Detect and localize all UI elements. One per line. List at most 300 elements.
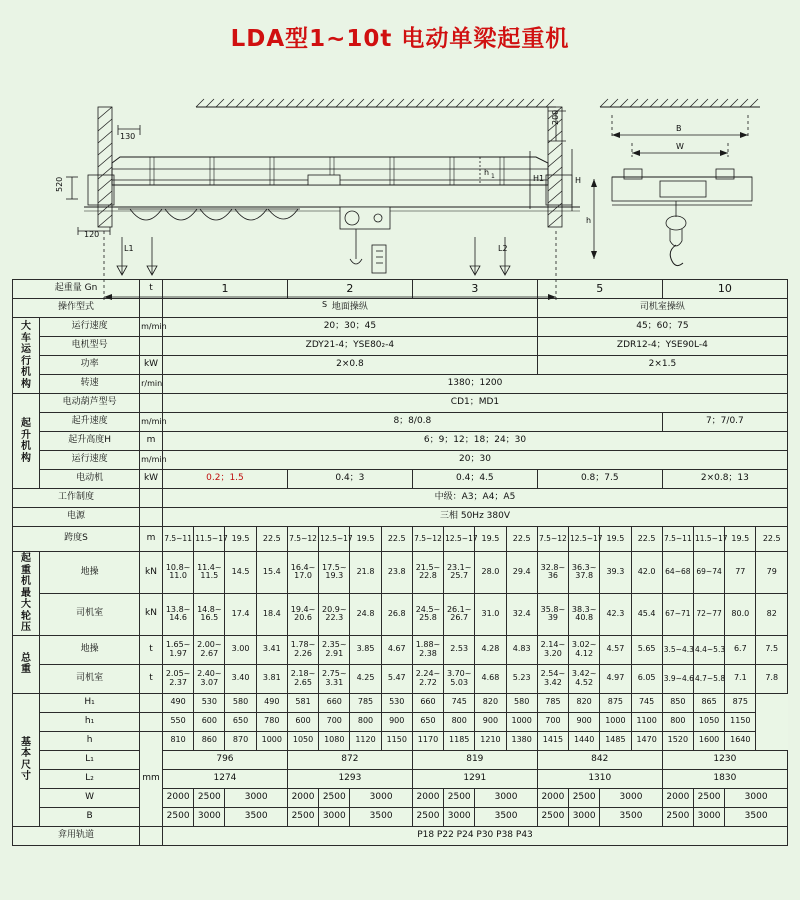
row-label-trolley-speed: 运行速度 (40, 451, 140, 470)
L1-1: 872 (287, 750, 412, 769)
H1-12: 785 (537, 693, 568, 712)
row-label-L2: L₂ (40, 769, 140, 788)
group-label-dims: 基 本 尺 寸 (13, 693, 40, 826)
h1-16: 800 (662, 712, 693, 731)
wl-g-2c: 21.8 (350, 552, 381, 594)
row-label-weight-ground: 地操 (40, 635, 140, 664)
B-0: 2500 (162, 807, 193, 826)
unit-hoist-motor: kW (140, 470, 163, 489)
h1-0: 550 (162, 712, 193, 731)
unit-blank-4 (140, 489, 163, 508)
unit-dims: mm (140, 731, 163, 826)
h-4: 1050 (287, 731, 318, 750)
H1-15: 745 (631, 693, 662, 712)
wl-c-5c: 42.3 (600, 593, 631, 635)
hoist-motor-2: 0.4；3 (287, 470, 412, 489)
L2-1: 1293 (287, 769, 412, 788)
W-11: 3000 (600, 788, 662, 807)
row-label-L1: L₁ (40, 750, 140, 769)
L2-3: 1310 (537, 769, 662, 788)
table-row-travel-speed (13, 318, 788, 337)
B-3: 2500 (287, 807, 318, 826)
h1-12: 700 (537, 712, 568, 731)
W-7: 2500 (444, 788, 475, 807)
h1-18: 1150 (725, 712, 756, 731)
capacity-10: 10 (662, 280, 787, 299)
wl-c-5d: 45.4 (631, 593, 662, 635)
travel-speed-ground: 20；30；45 (162, 318, 537, 337)
group-label-wheelload: 起 重 机 最 大 轮 压 (13, 552, 40, 636)
unit-speed: r/min (140, 375, 163, 394)
wl-g-5b: 36.3~ 37.8 (569, 552, 600, 594)
hoist-motor-10: 2×0.8；13 (662, 470, 787, 489)
span-10-c: 19.5 (725, 527, 756, 552)
h-7: 1150 (381, 731, 412, 750)
wl-g-3b: 23.1~ 25.7 (444, 552, 475, 594)
unit-travel-speed: m/min (140, 318, 163, 337)
B-13: 3000 (693, 807, 724, 826)
L1-3: 842 (537, 750, 662, 769)
H1-3: 490 (256, 693, 287, 712)
span-10-d: 22.5 (756, 527, 788, 552)
wl-c-5b: 38.3~ 40.8 (569, 593, 600, 635)
B-10: 3000 (569, 807, 600, 826)
B-7: 3000 (444, 807, 475, 826)
wt-g-5a: 2.14~ 3.20 (537, 635, 568, 664)
wl-g-1a: 10.8~ 11.0 (162, 552, 193, 594)
span-1-c: 19.5 (225, 527, 256, 552)
row-label-capacity: 起重量 Gn (13, 280, 140, 299)
row-label-hoist-speed: 起升速度 (40, 413, 140, 432)
control-type-cabin: 司机室操纵 (537, 299, 787, 318)
row-label-h1: h₁ (40, 712, 140, 731)
wt-c-2d: 5.47 (381, 664, 412, 693)
table-row-power-supply (13, 508, 788, 527)
span-2-a: 7.5~12 (287, 527, 318, 552)
wt-g-1d: 3.41 (256, 635, 287, 664)
speed-value: 1380；1200 (162, 375, 787, 394)
wt-c-2a: 2.18~ 2.65 (287, 664, 318, 693)
H1-10: 820 (475, 693, 506, 712)
span-1-a: 7.5~11 (162, 527, 193, 552)
wl-g-1c: 14.5 (225, 552, 256, 594)
wt-c-1c: 3.40 (225, 664, 256, 693)
L1-0: 796 (162, 750, 287, 769)
dim-label-h: h (586, 216, 592, 225)
h1-7: 900 (381, 712, 412, 731)
wt-g-5d: 5.65 (631, 635, 662, 664)
table-row-weight-ground (13, 635, 788, 664)
wt-c-2b: 2.75~ 3.31 (319, 664, 350, 693)
dim-label-B: B (676, 124, 682, 133)
wt-c-5c: 4.97 (600, 664, 631, 693)
H1-7: 530 (381, 693, 412, 712)
B-2: 3500 (225, 807, 287, 826)
table-row-power (13, 356, 788, 375)
row-label-speed: 转速 (40, 375, 140, 394)
span-3-b: 12.5~17 (444, 527, 475, 552)
wl-c-2c: 24.8 (350, 593, 381, 635)
h1-13: 900 (569, 712, 600, 731)
H1-9: 745 (444, 693, 475, 712)
table-row-trolley-speed (13, 451, 788, 470)
B-9: 2500 (537, 807, 568, 826)
W-2: 3000 (225, 788, 287, 807)
h1-6: 800 (350, 712, 381, 731)
row-label-wheelload-ground: 地操 (40, 552, 140, 594)
wt-g-1c: 3.00 (225, 635, 256, 664)
table-row-B (13, 807, 788, 826)
wl-g-2a: 16.4~ 17.0 (287, 552, 318, 594)
span-3-a: 7.5~12 (412, 527, 443, 552)
wt-c-3c: 4.68 (475, 664, 506, 693)
wt-g-10d: 7.5 (756, 635, 788, 664)
wt-g-1b: 2.00~ 2.67 (194, 635, 225, 664)
h-16: 1520 (662, 731, 693, 750)
travel-speed-cabin: 45；60；75 (537, 318, 787, 337)
wt-g-3d: 4.83 (506, 635, 537, 664)
span-5-b: 12.5~17 (569, 527, 600, 552)
table-row-L1 (13, 750, 788, 769)
row-label-span: 跨度S (13, 527, 140, 552)
dim-label-520: 520 (55, 176, 64, 192)
wl-c-5a: 35.8~ 39 (537, 593, 568, 635)
group-label-travel: 大 车 运 行 机 构 (13, 318, 40, 394)
unit-span: m (140, 527, 163, 552)
dim-label-h1: h (484, 168, 490, 177)
wt-g-1a: 1.65~ 1.97 (162, 635, 193, 664)
L2-0: 1274 (162, 769, 287, 788)
h-17: 1600 (693, 731, 724, 750)
unit-blank-6 (140, 693, 163, 712)
table-row-W (13, 788, 788, 807)
W-8: 3000 (475, 788, 537, 807)
wl-g-2b: 17.5~ 19.3 (319, 552, 350, 594)
wt-c-3d: 5.23 (506, 664, 537, 693)
wl-g-10a: 64~68 (662, 552, 693, 594)
capacity-5: 5 (537, 280, 662, 299)
B-11: 3500 (600, 807, 662, 826)
L1-2: 819 (412, 750, 537, 769)
H1-2: 580 (225, 693, 256, 712)
span-1-d: 22.5 (256, 527, 287, 552)
row-label-B: B (40, 807, 140, 826)
W-3: 2000 (287, 788, 318, 807)
W-13: 2500 (693, 788, 724, 807)
L2-4: 1830 (662, 769, 787, 788)
group-label-weight: 总 重 (13, 635, 40, 693)
table-row-hoist-model (13, 394, 788, 413)
wl-c-10b: 72~77 (693, 593, 724, 635)
table-row-h1 (13, 712, 788, 731)
dim-label-L1: L1 (124, 244, 134, 253)
span-1-b: 11.5~17 (194, 527, 225, 552)
W-6: 2000 (412, 788, 443, 807)
unit-weight-ground: t (140, 635, 163, 664)
h-12: 1415 (537, 731, 568, 750)
dim-label-H1: H1 (533, 174, 545, 183)
wl-c-10a: 67~71 (662, 593, 693, 635)
wl-c-3b: 26.1~ 26.7 (444, 593, 475, 635)
unit-capacity: t (140, 280, 163, 299)
wl-g-1b: 11.4~ 11.5 (194, 552, 225, 594)
table-row-h (13, 731, 788, 750)
capacity-1: 1 (162, 280, 287, 299)
unit-blank-1 (140, 299, 163, 318)
wl-g-2d: 23.8 (381, 552, 412, 594)
hoist-motor-3: 0.4；4.5 (412, 470, 537, 489)
wl-c-1b: 14.8~ 16.5 (194, 593, 225, 635)
wt-g-3c: 4.28 (475, 635, 506, 664)
wt-g-2a: 1.78~ 2.26 (287, 635, 318, 664)
wt-g-2b: 2.35~ 2.91 (319, 635, 350, 664)
wt-g-3b: 2.53 (444, 635, 475, 664)
wl-g-1d: 15.4 (256, 552, 287, 594)
H1-18: 875 (725, 693, 756, 712)
H1-4: 581 (287, 693, 318, 712)
wt-c-5d: 6.05 (631, 664, 662, 693)
B-1: 3000 (194, 807, 225, 826)
h1-1: 600 (194, 712, 225, 731)
span-5-a: 7.5~12 (537, 527, 568, 552)
wt-g-10c: 6.7 (725, 635, 756, 664)
H1-17: 865 (693, 693, 724, 712)
h1-14: 1000 (600, 712, 631, 731)
wl-c-3d: 32.4 (506, 593, 537, 635)
h-1: 860 (194, 731, 225, 750)
wt-g-2d: 4.67 (381, 635, 412, 664)
unit-hoist-speed: m/min (140, 413, 163, 432)
span-2-d: 22.5 (381, 527, 412, 552)
wl-g-10c: 77 (725, 552, 756, 594)
H1-8: 660 (412, 693, 443, 712)
h1-5: 700 (319, 712, 350, 731)
row-label-travel-speed: 运行速度 (40, 318, 140, 337)
wt-g-2c: 3.85 (350, 635, 381, 664)
dim-label-200: 200 (551, 109, 560, 125)
svg-text:1: 1 (491, 173, 495, 180)
B-6: 2500 (412, 807, 443, 826)
h-0: 810 (162, 731, 193, 750)
dim-label-W: W (676, 142, 684, 151)
H1-0: 490 (162, 693, 193, 712)
B-8: 3500 (475, 807, 537, 826)
wt-c-5a: 2.54~ 3.42 (537, 664, 568, 693)
hoist-model-value: CD1；MD1 (162, 394, 787, 413)
W-0: 2000 (162, 788, 193, 807)
h-2: 870 (225, 731, 256, 750)
specification-table (12, 279, 788, 846)
wl-g-10b: 69~74 (693, 552, 724, 594)
span-2-b: 12.5~17 (319, 527, 350, 552)
dim-label-H: H (575, 176, 582, 185)
h1-3: 780 (256, 712, 287, 731)
dim-label-L2: L2 (498, 244, 508, 253)
wl-g-5d: 42.0 (631, 552, 662, 594)
unit-power: kW (140, 356, 163, 375)
span-3-d: 22.5 (506, 527, 537, 552)
wl-c-2d: 26.8 (381, 593, 412, 635)
h-14: 1485 (600, 731, 631, 750)
duty-value: 中级：A3；A4；A5 (162, 489, 787, 508)
dim-label-S: S (322, 300, 328, 309)
spec-table-wrap (0, 279, 800, 846)
unit-lift-height: m (140, 432, 163, 451)
table-row-lift-height (13, 432, 788, 451)
h1-15: 1100 (631, 712, 662, 731)
H1-13: 820 (569, 693, 600, 712)
h-6: 1120 (350, 731, 381, 750)
unit-blank-7 (140, 712, 163, 731)
wt-c-3b: 3.70~ 5.03 (444, 664, 475, 693)
W-5: 3000 (350, 788, 412, 807)
row-label-W: W (40, 788, 140, 807)
table-row-weight-cabin (13, 664, 788, 693)
unit-blank-8 (140, 826, 163, 845)
trolley-speed-value: 20；30 (162, 451, 787, 470)
wl-c-1c: 17.4 (225, 593, 256, 635)
H1-5: 660 (319, 693, 350, 712)
wl-c-10d: 82 (756, 593, 788, 635)
dim-label-120: 120 (84, 230, 100, 239)
wt-g-10b: 4.4~5.3 (693, 635, 724, 664)
wl-c-2b: 20.9~ 22.3 (319, 593, 350, 635)
row-label-H1: H₁ (40, 693, 140, 712)
row-label-power: 功率 (40, 356, 140, 375)
wt-c-1a: 2.05~ 2.37 (162, 664, 193, 693)
group-label-hoist: 起 升 机 构 (13, 394, 40, 489)
table-row-hoist-motor (13, 470, 788, 489)
h1-17: 1050 (693, 712, 724, 731)
H1-14: 875 (600, 693, 631, 712)
span-3-c: 19.5 (475, 527, 506, 552)
table-row-capacity (13, 280, 788, 299)
table-row-duty (13, 489, 788, 508)
L2-2: 1291 (412, 769, 537, 788)
span-5-c: 19.5 (600, 527, 631, 552)
wl-c-3a: 24.5~ 25.8 (412, 593, 443, 635)
table-row-L2 (13, 769, 788, 788)
table-row-span (13, 527, 788, 552)
span-5-d: 22.5 (631, 527, 662, 552)
wt-c-1b: 2.40~ 3.07 (194, 664, 225, 693)
unit-weight-cabin: t (140, 664, 163, 693)
H1-1: 530 (194, 693, 225, 712)
unit-blank-3 (140, 394, 163, 413)
wt-c-1d: 3.81 (256, 664, 287, 693)
B-12: 2500 (662, 807, 693, 826)
wt-g-3a: 1.88~ 2.38 (412, 635, 443, 664)
unit-wheelload-cabin: kN (140, 593, 163, 635)
power-ground: 2×0.8 (162, 356, 537, 375)
wt-c-3a: 2.24~ 2.72 (412, 664, 443, 693)
W-9: 2000 (537, 788, 568, 807)
unit-blank-2 (140, 337, 163, 356)
row-label-control-type: 操作型式 (13, 299, 140, 318)
page-title: LDA型1~10t 电动单梁起重机 (230, 26, 570, 52)
table-row-wheelload-cabin (13, 593, 788, 635)
h1-10: 900 (475, 712, 506, 731)
row-label-hoist-motor: 电动机 (40, 470, 140, 489)
H1-11: 580 (506, 693, 537, 712)
power-supply-value: 三相 50Hz 380V (162, 508, 787, 527)
h1-9: 800 (444, 712, 475, 731)
hoist-motor-5: 0.8；7.5 (537, 470, 662, 489)
row-label-h: h (40, 731, 140, 750)
B-5: 3500 (350, 807, 412, 826)
table-row-control-type (13, 299, 788, 318)
wl-c-2a: 19.4~ 20.6 (287, 593, 318, 635)
h-15: 1470 (631, 731, 662, 750)
power-cabin: 2×1.5 (537, 356, 787, 375)
row-label-wheelload-cabin: 司机室 (40, 593, 140, 635)
wl-c-1a: 13.8~ 14.6 (162, 593, 193, 635)
capacity-2: 2 (287, 280, 412, 299)
motor-model-cabin: ZDR12-4；YSE90L-4 (537, 337, 787, 356)
h1-11: 1000 (506, 712, 537, 731)
rail-value: P18 P22 P24 P30 P38 P43 (162, 826, 787, 845)
hoist-speed-a: 8；8/0.8 (162, 413, 662, 432)
W-14: 3000 (725, 788, 788, 807)
row-label-weight-cabin: 司机室 (40, 664, 140, 693)
wl-g-5a: 32.8~ 36 (537, 552, 568, 594)
wt-g-10a: 3.5~4.3 (662, 635, 693, 664)
wl-g-3a: 21.5~ 22.8 (412, 552, 443, 594)
wl-c-3c: 31.0 (475, 593, 506, 635)
W-1: 2500 (194, 788, 225, 807)
h-5: 1080 (319, 731, 350, 750)
H1-6: 785 (350, 693, 381, 712)
table-row-speed (13, 375, 788, 394)
table-row-hoist-speed (13, 413, 788, 432)
h-9: 1185 (444, 731, 475, 750)
L1-4: 1230 (662, 750, 787, 769)
W-4: 2500 (319, 788, 350, 807)
unit-blank-5 (140, 508, 163, 527)
unit-wheelload-ground: kN (140, 552, 163, 594)
row-label-power-supply: 电源 (13, 508, 140, 527)
h-18: 1640 (725, 731, 756, 750)
table-row-rail (13, 826, 788, 845)
wl-g-10d: 79 (756, 552, 788, 594)
wl-g-5c: 39.3 (600, 552, 631, 594)
motor-model-ground: ZDY21-4；YSE80₂-4 (162, 337, 537, 356)
span-2-c: 19.5 (350, 527, 381, 552)
wt-c-5b: 3.42~ 4.52 (569, 664, 600, 693)
wt-g-5b: 3.02~ 4.12 (569, 635, 600, 664)
B-14: 3500 (725, 807, 788, 826)
span-10-b: 11.5~17 (693, 527, 724, 552)
wt-c-10b: 4.7~5.8 (693, 664, 724, 693)
row-label-motor-model: 电机型号 (40, 337, 140, 356)
H1-16: 850 (662, 693, 693, 712)
wt-c-10c: 7.1 (725, 664, 756, 693)
dim-label-130: 130 (120, 132, 136, 141)
h1-2: 650 (225, 712, 256, 731)
capacity-3: 3 (412, 280, 537, 299)
table-row-H1 (13, 693, 788, 712)
wt-c-10a: 3.9~4.6 (662, 664, 693, 693)
wt-c-2c: 4.25 (350, 664, 381, 693)
unit-trolley-speed: m/min (140, 451, 163, 470)
W-12: 2000 (662, 788, 693, 807)
h-13: 1440 (569, 731, 600, 750)
h-3: 1000 (256, 731, 287, 750)
wl-g-3d: 29.4 (506, 552, 537, 594)
h1-4: 600 (287, 712, 318, 731)
wl-c-1d: 18.4 (256, 593, 287, 635)
span-10-a: 7.5~11 (662, 527, 693, 552)
